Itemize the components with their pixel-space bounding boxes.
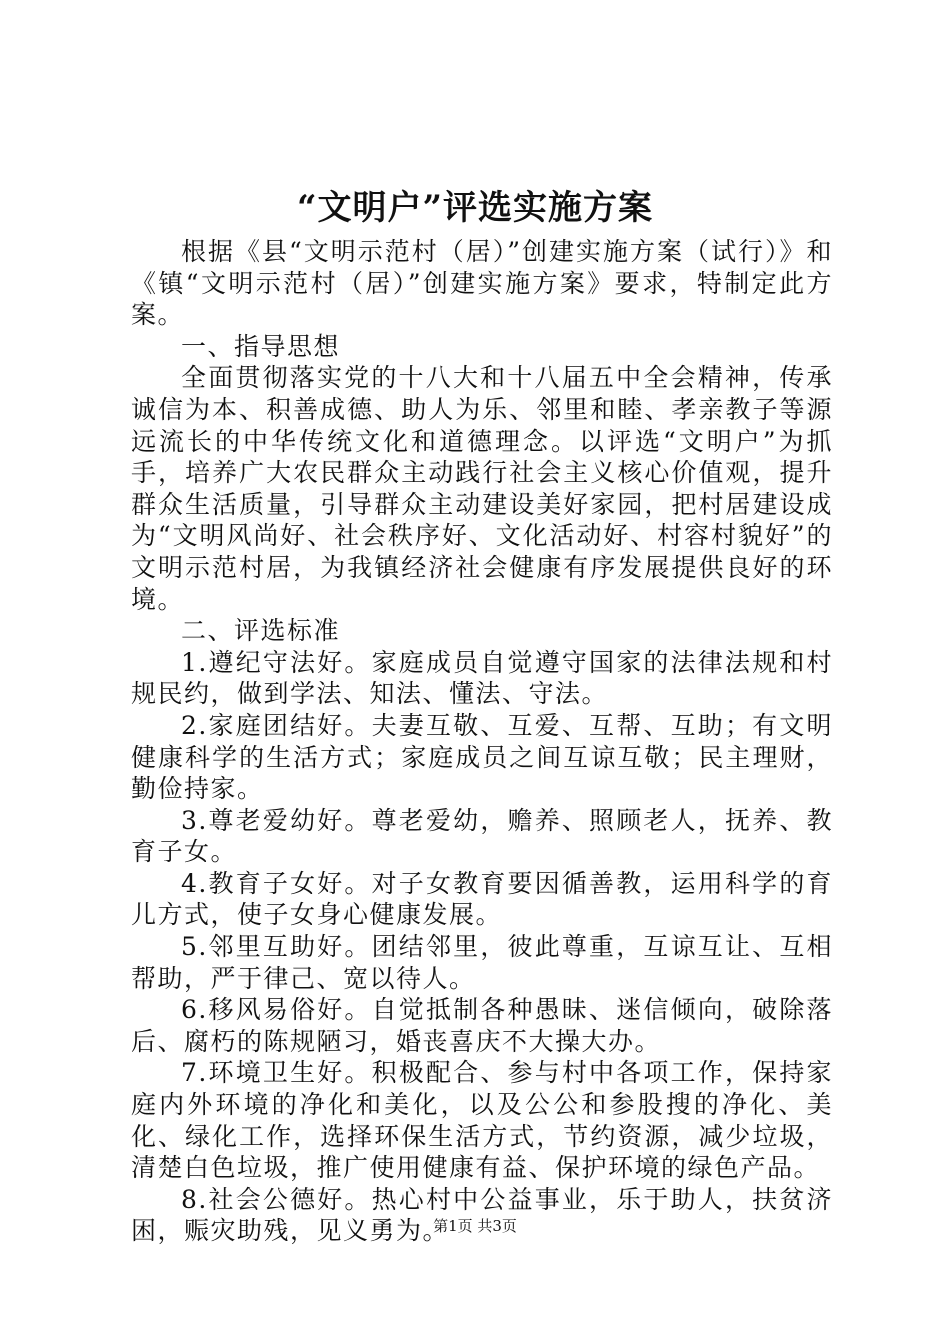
criteria-item-4: 4.教育子女好。对子女教育要因循善教，运用科学的育儿方式，使子女身心健康发展。 — [131, 868, 833, 930]
intro-paragraph: 根据《县“文明示范村（居）”创建实施方案（试行）》和《镇“文明示范村（居）”创建实施方案》要求，特制定此方案。 — [131, 237, 833, 330]
criteria-item-7: 7.环境卫生好。积极配合、参与村中各项工作，保持家庭内外环境的净化和美化，以及公公和参股搜的净化、美化、绿化工作，选择环保生活方式，节约资源，减少垃圾，清楚白色垃圾，推广使用健康有益、保护环境的绿色产品。 — [131, 1058, 833, 1183]
criteria-item-5: 5.邻里互助好。团结邻里，彼此尊重，互谅互让、互相帮助，严于律己、宽以待人。 — [131, 932, 833, 993]
guiding-ideology-paragraph: 全面贯彻落实党的十八大和十八届五中全会精神，传承诚信为本、积善成德、助人为乐、邻里和睦、孝亲教子等源远流长的中华传统文化和道德理念。以评选“文明户”为抓手，培养广大农民群众主动践行社会主义核心价值观，提升群众生活质量，引导群众主动建设美好家园，把村居建设成为“文明风尚好、社会秩序好、文化活动好、村容村貌好”的文明示范村居，为我镇经济社会健康有序发展提供良好的环境。 — [131, 363, 833, 614]
document-title: “文明户”评选实施方案 — [296, 188, 654, 228]
criteria-item-3: 3.尊老爱幼好。尊老爱幼，赡养、照顾老人，抚养、教育子女。 — [131, 805, 833, 867]
section-heading-selection-criteria: 二、评选标准 — [181, 616, 341, 646]
criteria-item-1: 1.遵纪守法好。家庭成员自觉遵守国家的法律法规和村规民约，做到学法、知法、懂法、守法。 — [131, 647, 833, 709]
page-number: 第1页 共3页 — [433, 1217, 517, 1235]
criteria-item-2: 2.家庭团结好。夫妻互敬、互爱、互帮、互助；有文明健康科学的生活方式；家庭成员之间互谅互敬；民主理财，勤俭持家。 — [131, 710, 833, 804]
document-body — [131, 236, 833, 1247]
section-heading-guiding-ideology: 一、指导思想 — [181, 331, 341, 361]
criteria-item-6: 6.移风易俗好。自觉抵制各种愚昧、迷信倾向，破除落后、腐朽的陈规陋习，婚丧喜庆不大操大办。 — [131, 995, 833, 1056]
criteria-item-8: 8.社会公德好。热心村中公益事业，乐于助人，扶贫济困，赈灾助残，见义勇为。 — [131, 1184, 833, 1246]
